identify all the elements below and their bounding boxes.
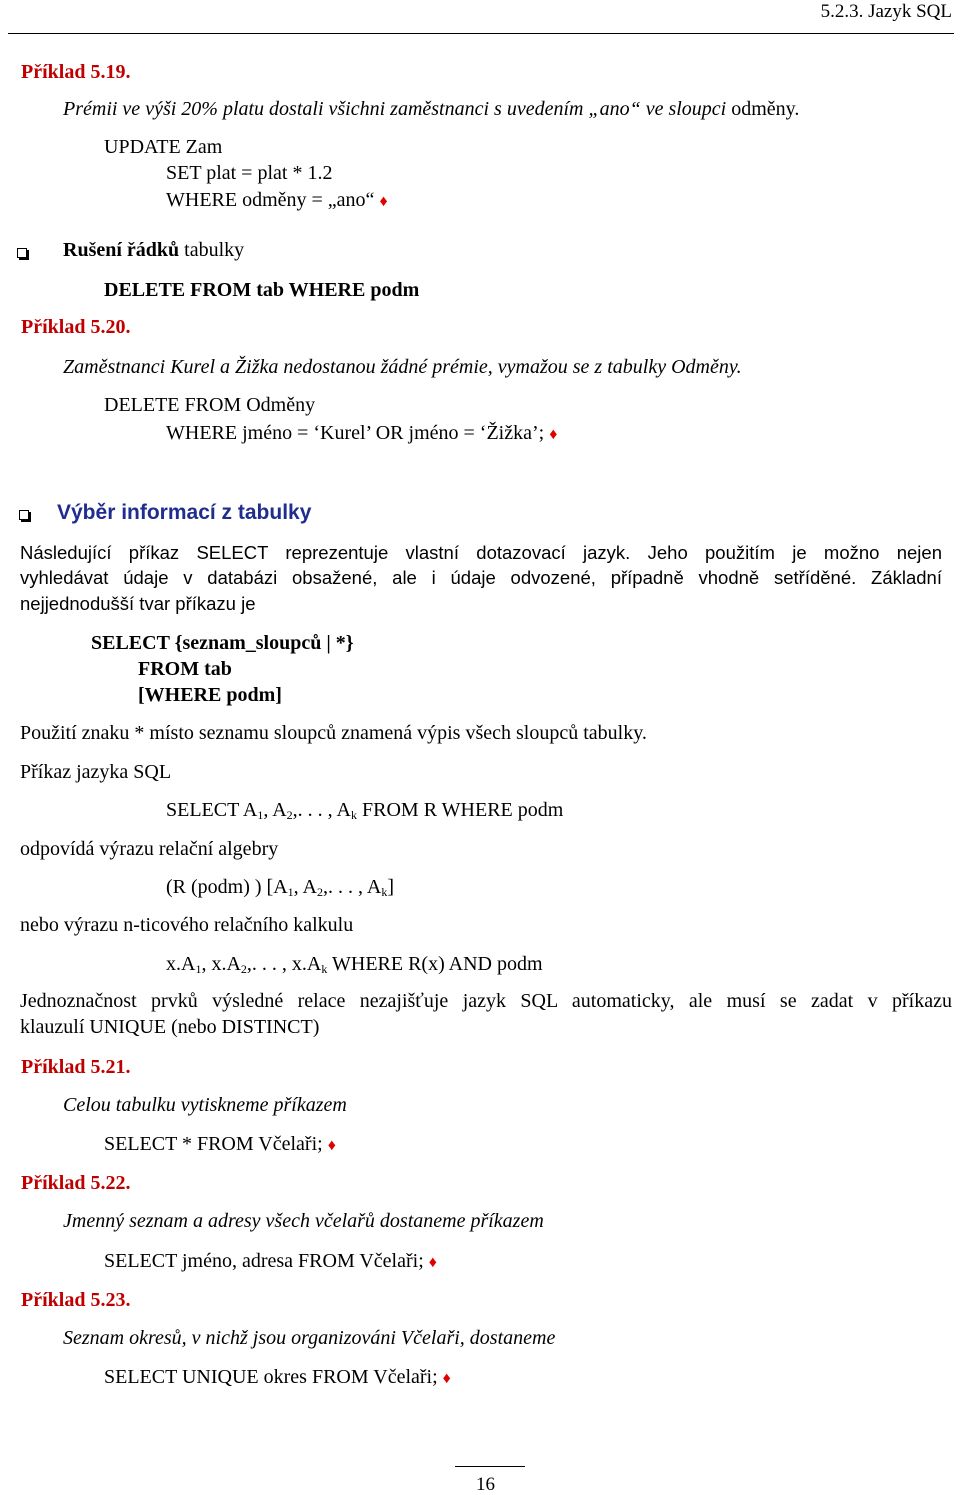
update-statement-line-2: SET plat = plat * 1.2 — [166, 162, 333, 184]
select-syntax-line-3: [WHERE podm] — [138, 684, 282, 706]
running-header: 5.2.3. Jazyk SQL — [820, 1, 952, 22]
example-5-19-label: Příklad 5.19. — [21, 61, 131, 83]
end-marker-icon: ♦ — [442, 1370, 451, 1387]
example-5-22-statement: SELECT jméno, adresa FROM Včelaři; ♦ — [104, 1250, 437, 1272]
end-marker-icon: ♦ — [428, 1254, 437, 1271]
update-statement-line-1: UPDATE Zam — [104, 136, 223, 158]
header-rule — [8, 33, 954, 34]
delete-syntax: DELETE FROM tab WHERE podm — [104, 279, 420, 301]
tuple-calculus-caption: nebo výrazu n-ticového relačního kalkulu — [20, 914, 354, 936]
asterisk-note: Použití znaku * místo seznamu sloupců znamená výpis všech sloupců tabulky. — [20, 722, 647, 744]
select-syntax-line-1: SELECT {seznam_sloupců | *} — [91, 632, 354, 654]
uniqueness-note-line-1: Jednoznačnost prvků výsledné relace nezajišťuje jazyk SQL automaticky, ale musí se zadat v příkazu — [20, 990, 952, 1012]
select-intro-line-2: vyhledávat údaje v databázi obsažené, ale i údaje odvozené, případně vhodně setříděné. Základní — [20, 567, 942, 588]
end-marker-icon: ♦ — [549, 426, 558, 443]
bullet-icon — [19, 510, 29, 520]
delete-statement-line-1: DELETE FROM Odměny — [104, 394, 316, 416]
example-5-21-description: Celou tabulku vytiskneme příkazem — [63, 1094, 347, 1116]
select-intro-line-1: Následující příkaz SELECT reprezentuje vlastní dotazovací jazyk. Jeho použitím je možno nejen — [20, 542, 942, 563]
example-5-23-statement: SELECT UNIQUE okres FROM Včelaři; ♦ — [104, 1366, 451, 1388]
tuple-calculus-formula: $x.A_1$, $x.A_2$,. . . , $x.A_k$ WHERE R(x) AND podm — [166, 953, 543, 976]
relational-algebra-formula: (R (podm) ) [$A_1$, $A_2$,. . . , $A_k$] — [166, 876, 394, 899]
sql-command-caption: Příkaz jazyka SQL — [20, 761, 172, 783]
select-section-title: Výběr informací z tabulky — [57, 501, 312, 524]
end-marker-icon: ♦ — [327, 1137, 336, 1154]
example-5-19-description: Prémii ve výši 20% platu dostali všichni zaměstnanci s uvedením „ano“ ve sloupci odměny. — [63, 98, 800, 120]
sql-select-formula: SELECT $A_1$, $A_2$,. . . , $A_k$ FROM R WHERE podm — [166, 799, 564, 822]
example-5-23-description: Seznam okresů, v nichž jsou organizováni Včelaři, dostaneme — [63, 1327, 556, 1349]
delete-statement-line-2: WHERE jméno = ‘Kurel’ OR jméno = ‘Žižka’; ♦ — [166, 422, 558, 444]
footer-rule — [455, 1466, 525, 1467]
page-number: 16 — [476, 1474, 495, 1495]
example-5-22-label: Příklad 5.22. — [21, 1172, 131, 1194]
select-syntax-line-2: FROM tab — [138, 658, 232, 680]
uniqueness-note-line-2: klauzulí UNIQUE (nebo DISTINCT) — [20, 1016, 320, 1038]
example-5-21-statement: SELECT * FROM Včelaři; ♦ — [104, 1133, 336, 1155]
example-5-20-description: Zaměstnanci Kurel a Žižka nedostanou žádné prémie, vymažou se z tabulky Odměny. — [63, 356, 742, 378]
bullet-icon — [17, 248, 27, 258]
end-marker-icon: ♦ — [379, 193, 388, 210]
select-intro-line-3: nejjednodušší tvar příkazu je — [20, 593, 256, 614]
example-5-23-label: Příklad 5.23. — [21, 1289, 131, 1311]
example-5-22-description: Jmenný seznam a adresy všech včelařů dostaneme příkazem — [63, 1210, 544, 1232]
update-statement-line-3: WHERE odměny = „ano“ ♦ — [166, 189, 388, 211]
relational-algebra-caption: odpovídá výrazu relační algebry — [20, 838, 279, 860]
example-5-20-label: Příklad 5.20. — [21, 316, 131, 338]
delete-section-title: Rušení řádků tabulky — [63, 239, 245, 261]
example-5-21-label: Příklad 5.21. — [21, 1056, 131, 1078]
